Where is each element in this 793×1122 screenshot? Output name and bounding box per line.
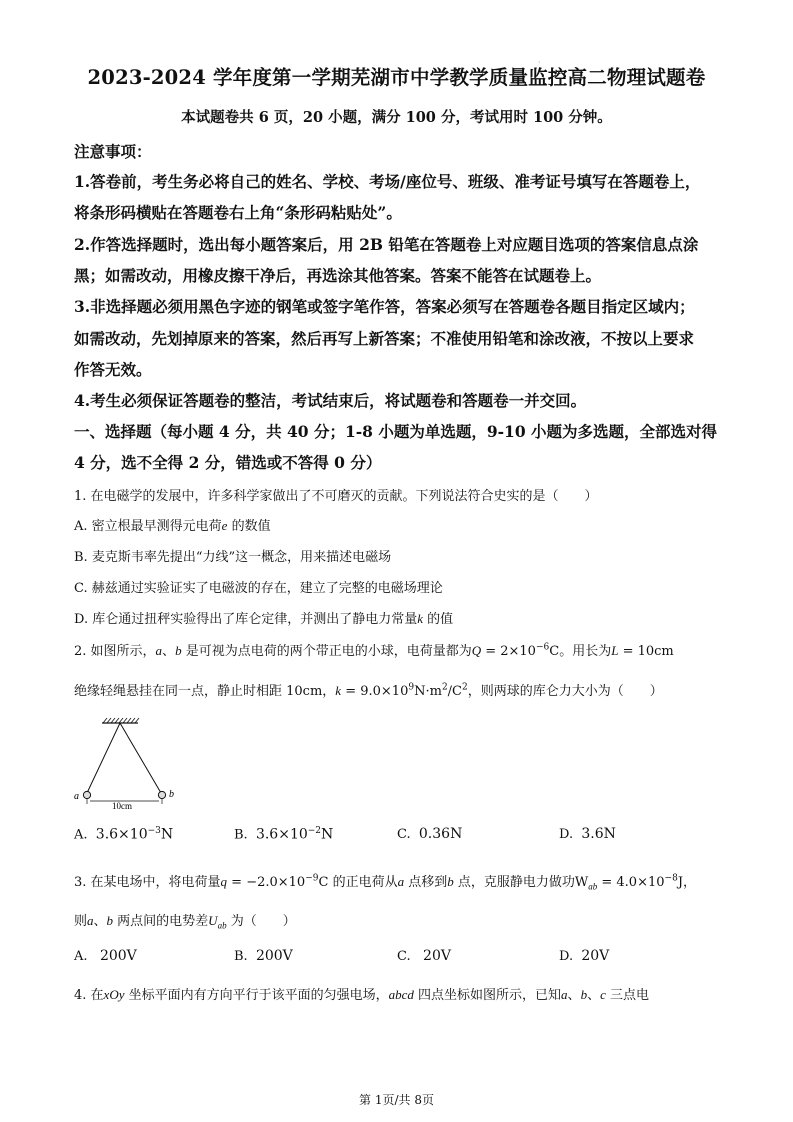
q3-stem-line2: 则a、b 两点间的电势差$U_{ab}$ 为（ ） <box>74 913 296 931</box>
q2-stem-line2: 绝缘轻绳悬挂在同一点，静止时相距 10cm，$k = 9.0\times 10^9N\cdot m^2/C^2$，则两球的库仑力大小为（ ） <box>74 682 663 699</box>
exam-subtitle: 本试题卷共 6 页，20 小题，满分 100 分，考试用时 100 分钟。 <box>181 109 612 126</box>
q2-option-d: D. 3.6N <box>559 826 616 842</box>
ball-a-label: a <box>74 791 79 802</box>
note-line: 黑；如需改动，用橡皮擦干净后，再选涂其他答案。答案不能答在试题卷上。 <box>74 266 602 285</box>
note-line: 4.考生必须保证答题卷的整洁，考试结束后，将试题卷和答题卷一并交回。 <box>74 391 587 410</box>
string-a <box>87 723 120 793</box>
q3-option-c: C. 20V <box>397 948 451 964</box>
note-line: 1.答卷前，考生务必将自己的姓名、学校、考场/座位号、班级、准考证号填写在答题卷上， <box>74 172 701 191</box>
string-b <box>120 723 161 793</box>
exam-title: 2023-2024 学年度第一学期芜湖市中学教学质量监控高二物理试题卷 <box>87 66 706 89</box>
q2-option-b: B. $3.6\times 10^{-2}N$ <box>234 826 334 843</box>
q2-pendulum-figure <box>70 715 190 815</box>
note-line: 2.作答选择题时，选出每小题答案后，用 2B 铅笔在答题卷上对应题目选项的答案信息点涂 <box>74 235 699 254</box>
q3-option-b: B. 200V <box>234 948 293 964</box>
note-line: 如需改动，先划掉原来的答案，然后再写上新答案；不准使用铅笔和涂改液，不按以上要求 <box>74 329 695 348</box>
note-line: 3.非选择题必须用黑色字迹的钢笔或签字笔作答，答案必须写在答题卷各题目指定区域内； <box>74 297 695 316</box>
scan-dot: · <box>538 58 541 67</box>
distance-label: 10cm <box>112 801 132 811</box>
q4-stem: 4. 在xOy 坐标平面内有方向平行于该平面的匀强电场，abcd 四点坐标如图所示，已知a、b、c 三点电 <box>74 987 649 1003</box>
q2-stem-line1: 2. 如图所示，a、b 是可视为点电荷的两个带正电的小球，电荷量都为$Q = 2\times 10^{-6}C$。用长为L = 10cm <box>74 642 674 659</box>
q3-stem-line1: 3. 在某电场中，将电荷量$q = -2.0\times 10^{-9}C$ 的正电荷从a 点移到b 点，克服静电力做功$W_{ab} = 4.0\times 10^{-8}J$， <box>74 873 697 892</box>
ceiling-hatch <box>103 718 139 723</box>
section-heading-cont: 4 分，选不全得 2 分，错选或不答得 0 分） <box>74 453 382 472</box>
q1-option-b: B. 麦克斯韦率先提出“力线”这一概念，用来描述电磁场 <box>74 550 392 565</box>
q3-option-d: D. 20V <box>559 948 610 964</box>
note-line: 作答无效。 <box>74 360 152 379</box>
ball-b <box>158 791 165 798</box>
q1-stem: 1. 在电磁学的发展中，许多科学家做出了不可磨灭的贡献。下列说法符合史实的是（ ） <box>74 489 598 504</box>
section-heading: 一、选择题（每小题 4 分，共 40 分；1-8 小题为单选题，9-10 小题为多选题，全部选对得 <box>74 422 718 441</box>
note-line: 将条形码横贴在答题卷右上角“条形码粘贴处”。 <box>74 203 402 222</box>
q3-option-a: A. 200V <box>74 948 137 964</box>
notes-heading: 注意事项： <box>74 142 152 161</box>
q1-option-a: A. 密立根最早测得元电荷e 的数值 <box>74 518 271 534</box>
ball-a <box>83 791 90 798</box>
q1-option-c: C. 赫兹通过实验证实了电磁波的存在，建立了完整的电磁场理论 <box>74 581 443 596</box>
ball-b-label: b <box>169 789 174 800</box>
page-footer: 第 1页/共 8页 <box>359 1093 434 1107</box>
q2-option-c: C. 0.36N <box>397 826 463 842</box>
q1-option-d: D. 库仑通过扭秤实验得出了库仑定律，并测出了静电力常量k 的值 <box>74 611 454 627</box>
q2-option-a: A. $3.6\times 10^{-3}N$ <box>74 826 174 843</box>
